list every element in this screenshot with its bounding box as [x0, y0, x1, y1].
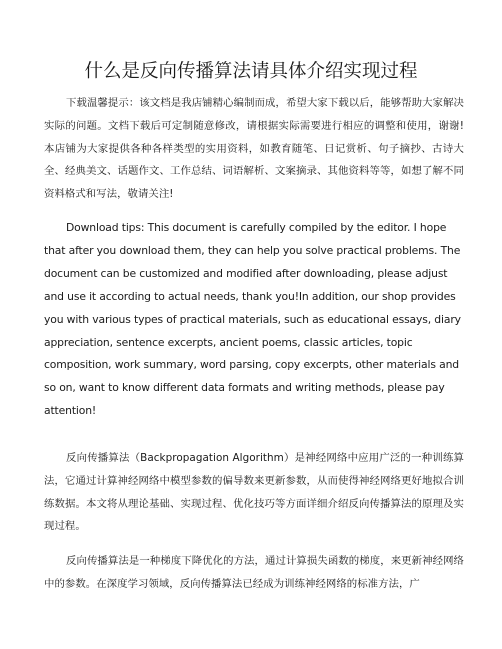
download-notice-chinese: 下载温馨提示：该文档是我店铺精心编制而成，希望大家下载以后，能够帮助大家解决实际的问题。文档下载后可定制随意修改，请根据实际需要进行相应的调整和使用，谢谢!本店铺为大家提供各种各样类型的实用资料，如教育随笔、日记赏析、句子摘抄、古诗大全、经典美文、话题作文、工作总结、词语解析、文案摘录、其他资料等等，如想了解不同资料格式和写法，敬请关注!	[44, 97, 464, 201]
download-notice-english: Download tips: This document is carefully compiled by the editor. I hope that after you download them, they can help you solve practical problems. The document can be customized and modified after downloading, please adjust and use it according to actual needs, thank you!In addition, our shop provides you with various types of practical materials, such as educational essays, diary appreciation, sentence excerpts, ancient poems, classic articles, topic composition, work summary, word parsing, copy excerpts, other materials and so on, want to know different data formats and writing methods, please pay attention!	[44, 221, 461, 418]
intro-paragraph: 反向传播算法（Backpropagation Algorithm）是神经网络中应用广泛的一种训练算法，它通过计算神经网络中模型参数的偏导数来更新参数，从而使得神经网络更好地拟合训练数据。本文将从理论基础、实现过程、优化技巧等方面详细介绍反向传播算法的原理及实现过程。	[44, 452, 464, 533]
document-title: 什么是反向传播算法请具体介绍实现过程	[84, 61, 418, 82]
body-paragraph: 反向传播算法是一种梯度下降优化的方法，通过计算损失函数的梯度，来更新神经网络中的参数。在深度学习领域，反向传播算法已经成为训练神经网络的标准方法，广	[44, 555, 464, 590]
